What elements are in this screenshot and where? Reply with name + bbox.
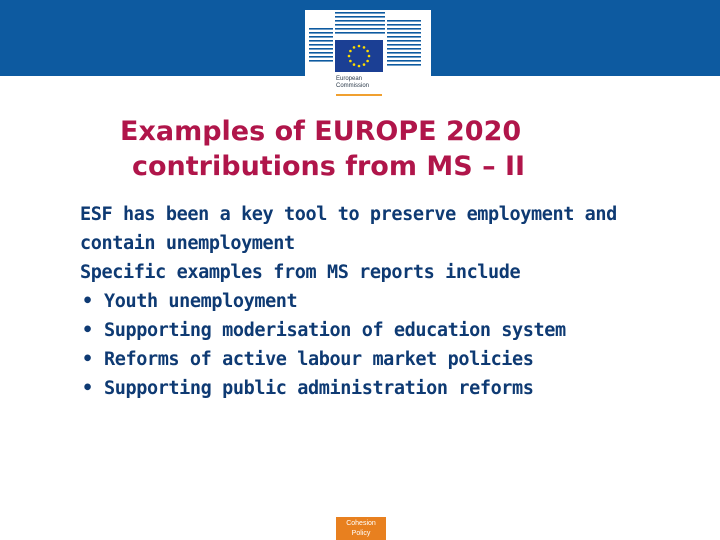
bullet-list xyxy=(80,287,700,403)
bullet-item: • Reforms of active labour market policies xyxy=(80,345,700,374)
logo-line-2: Commission xyxy=(336,83,370,89)
bullet-item: • Youth unemployment xyxy=(80,287,700,316)
logo-text xyxy=(336,76,369,90)
title-line-2: contributions from MS – II xyxy=(132,151,526,182)
badge-line-2: Policy xyxy=(351,530,371,537)
sub-intro: Specific examples from MS reports include xyxy=(80,262,521,283)
bullet-item: • Supporting public administration reforms xyxy=(80,374,700,403)
logo-underline xyxy=(336,94,382,96)
badge-line-1: Cohesion xyxy=(346,520,376,527)
intro-line-2: contain unemployment xyxy=(80,233,295,254)
slide-body xyxy=(80,200,700,403)
slide-title xyxy=(120,114,600,184)
logo-line-1: European xyxy=(336,76,363,82)
intro-line-1: ESF has been a key tool to preserve employment and xyxy=(80,204,617,225)
cohesion-policy-badge xyxy=(336,517,386,540)
european-commission-logo xyxy=(305,10,431,100)
bullet-item: • Supporting moderisation of education system xyxy=(80,316,700,345)
title-line-1: Examples of EUROPE 2020 xyxy=(120,116,522,147)
